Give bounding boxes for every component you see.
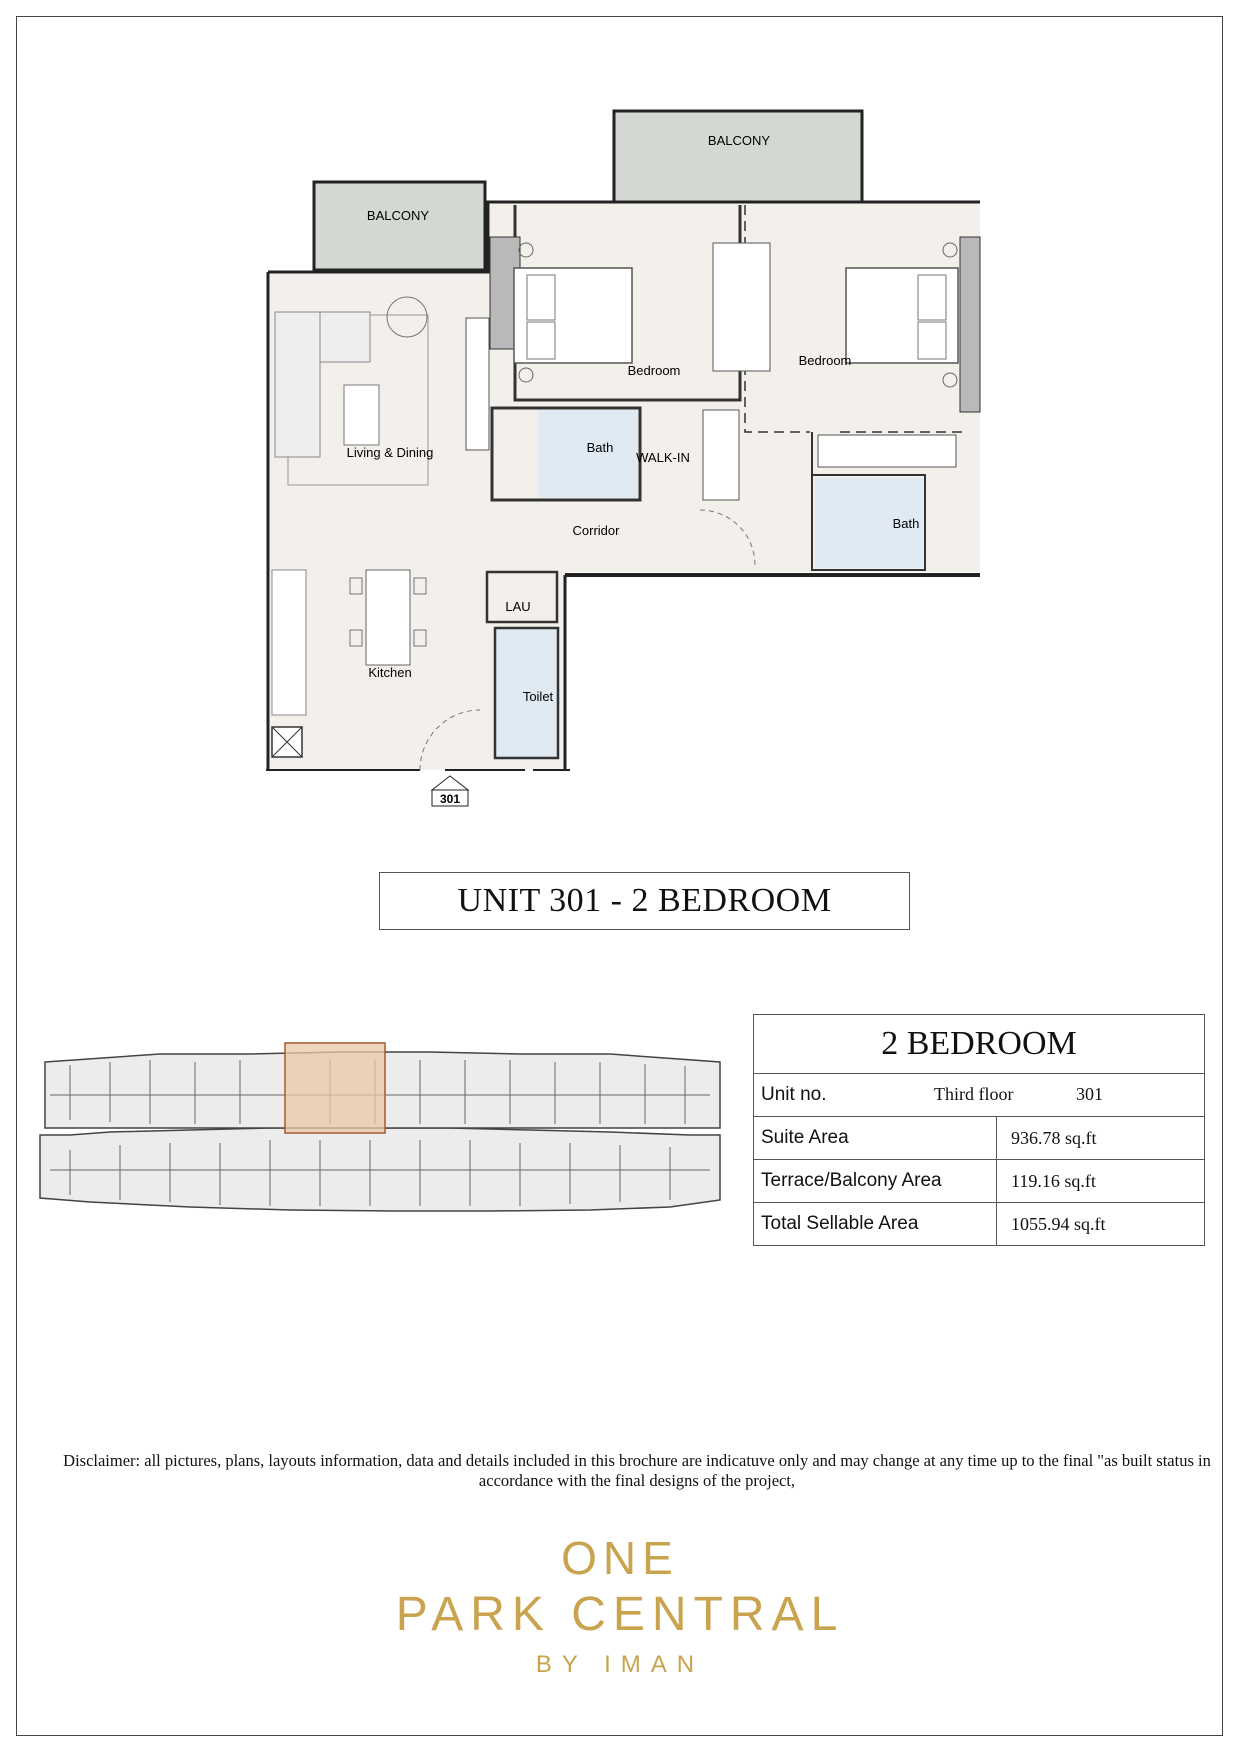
disclaimer: Disclaimer: all pictures, plans, layouts information, data and details included in this brochure are indicatuve only and may change at any time up to the final "as built status in accordance with the final designs of the project, (63, 1451, 1211, 1490)
bath-1-label: Bath (586, 440, 614, 455)
unit-title: UNIT 301 - 2 BEDROOM (379, 872, 910, 930)
balcony-right-label: BALCONY (707, 133, 771, 148)
suite-area-value: 936.78 sq.ft (997, 1117, 1205, 1160)
lau-label: LAU (505, 599, 531, 614)
balcony-left (314, 182, 485, 270)
toilet-label: Toilet (522, 689, 554, 704)
corridor-label: Corridor (572, 523, 620, 538)
key-plan (30, 1040, 730, 1220)
logo-line-park-central: PARK CENTRAL (395, 1588, 845, 1641)
logo-line-one: ONE (561, 1532, 679, 1584)
balcony-right (614, 111, 862, 203)
terrace-area-label: Terrace/Balcony Area (754, 1160, 997, 1203)
bedroom-1-label: Bedroom (627, 363, 681, 378)
suite-area-label: Suite Area (754, 1117, 997, 1160)
living-dining-label: Living & Dining (346, 445, 434, 460)
brand-logo (340, 1530, 900, 1682)
logo-line-by-iman: BY IMAN (535, 1651, 705, 1678)
unit-no-row (754, 1074, 1205, 1117)
floor-value: Third floor (934, 1084, 1014, 1104)
total-area-value: 1055.94 sq.ft (997, 1203, 1205, 1246)
terrace-area-value: 119.16 sq.ft (997, 1160, 1205, 1203)
spec-table (753, 1014, 1205, 1246)
kitchen-label: Kitchen (368, 665, 412, 680)
balcony-left-label: BALCONY (366, 208, 430, 223)
unit-no-label: Unit no. (761, 1084, 827, 1105)
unit-tag-label: 301 (439, 792, 461, 806)
walk-in-label: WALK-IN (636, 450, 690, 465)
total-area-label: Total Sellable Area (754, 1203, 997, 1246)
spec-heading: 2 BEDROOM (754, 1015, 1205, 1074)
bedroom-2-label: Bedroom (798, 353, 852, 368)
unit-no-value: 301 (1076, 1084, 1103, 1104)
highlighted-unit-301 (285, 1043, 385, 1133)
bath-2-label: Bath (892, 516, 920, 531)
floor-plan (0, 0, 1241, 820)
